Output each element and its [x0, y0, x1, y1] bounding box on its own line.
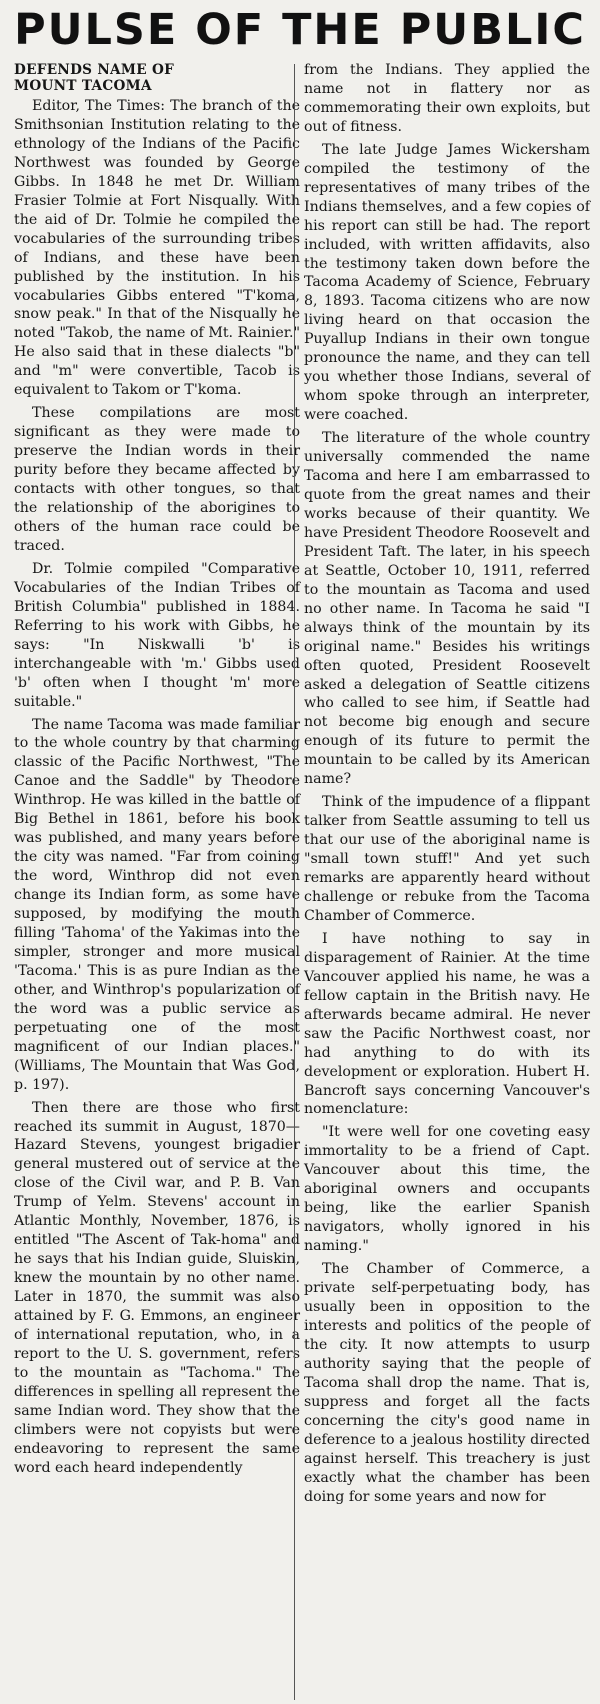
paragraph: I have nothing to say in disparagement of Rainier. At the time Vancouver applied his name, he was a fellow captain in the British navy. He afterwards became admiral. He never saw the Pacific Northwest coast, nor had anything to do with its development or exploration. Hubert H. Bancroft says concerning Vancouver's nomenclature: — [304, 930, 590, 1118]
left-column — [14, 62, 300, 1482]
paragraph-continuation: from the Indians. They applied the name not in flattery nor as commemorating their own exploits, but out of fitness. — [304, 62, 590, 135]
masthead: PULSE OF THE PUBLIC — [14, 5, 586, 55]
paragraph: Dr. Tolmie compiled "Comparative Vocabularies of the Indian Tribes of British Columbia" published in 1884. Referring to his work with Gibbs, he says: "In Niskwalli 'b' is interchangeable with 'm.' Gibbs used 'b' often when I thought 'm' more suitable." — [14, 560, 300, 710]
paragraph: The Chamber of Commerce, a private self-perpetuating body, has usually been in opposition to the interests and politics of the people of the city. It now attempts to usurp authority saying that the people of Tacoma shall drop the name. That is, suppress and forget all the facts concerning the city's good name in deference to a jealous hostility directed against herself. This treachery is just exactly what the chamber has been doing for some years and now for — [304, 1261, 590, 1505]
paragraph: Think of the impudence of a flippant talker from Seattle assuming to tell us that our use of the aboriginal name is "small town stuff!" And yet such remarks are apparently heard without challenge or rebuke from the Tacoma Chamber of Commerce. — [304, 794, 590, 924]
right-column — [304, 61, 590, 1510]
paragraph: Then there are those who first reached its summit in August, 1870—Hazard Stevens, youngest brigadier general mustered out of service at the close of the Civil war, and P. B. Van Trump of Yelm. Stevens' account in Atlantic Monthly, November, 1876, is entitled "The Ascent of Tak-homa" and he says that his Indian guide, Sluiskin, knew the mountain by no other name. Later in 1870, the summit was also attained by F. G. Emmons, an engineer of international reputation, who, in a report to the U. S. government, refers to the mountain as "Tachoma." The differences in spelling all represent the same Indian word. They show that the climbers were not copyists but were endeavoring to represent the same word each heard independently — [14, 1099, 300, 1476]
paragraph: The late Judge James Wickersham compiled the testimony of the representatives of many tribes of the Indians themselves, and a few copies of his report can still be had. The report included, with written affidavits, also the testimony taken down before the Tacoma Academy of Science, February 8, 1893. Tacoma citizens who are now living heard on that occasion the Puyallup Indians in their own tongue pronounce the name, and they can tell you whether those Indians, several of whom spoke through an interpreter, were coached. — [304, 141, 590, 424]
paragraph: Editor, The Times: The branch of the Smithsonian Institution relating to the ethnology of the Indians of the Pacific Northwest was founded by George Gibbs. In 1848 he met Dr. William Frasier Tolmie at Fort Nisqually. With the aid of Dr. Tolmie he compiled the vocabularies of the surrounding tribes of Indians, and these have been published by the institution. In his vocabularies Gibbs entered "T'koma, snow peak." In that of the Nisqually he noted "Takob, the name of Mt. Rainier." He also said that in these dialects "b" and "m" were convertible, Tacob is equivalent to Takom or T'koma. — [14, 98, 300, 399]
headline-line-1: DEFENDS NAME OF — [14, 62, 175, 78]
paragraph: The name Tacoma was made familiar to the whole country by that charming classic of the Pacific Northwest, "The Canoe and the Saddle" by Theodore Winthrop. He was killed in the battle of Big Bethel in 1861, before his book was published, and many years before the city was named. "Far from coining the word, Winthrop did not even change its Indian form, as some have supposed, by modifying the mouth filling 'Tahoma' of the Yakimas into the simpler, stronger and more musical 'Tacoma.' This is as pure Indian as the other, and Winthrop's popularization of the word was a public service as perpetuating one of the most magnificent of our Indian places." (Williams, The Mountain that Was God, p. 197). — [14, 716, 300, 1093]
column-divider — [294, 64, 295, 1700]
article-headline — [14, 62, 300, 94]
headline-line-2: MOUNT TACOMA — [14, 78, 152, 94]
quotation: "It were well for one coveting easy immortality to be a friend of Capt. Vancouver about this time, the aboriginal owners and occupants being, like the earlier Spanish navigators, wholly ignored in his naming." — [304, 1124, 590, 1255]
paragraph: These compilations are most significant as they were made to preserve the Indian words in their purity before they became affected by contacts with other tongues, so that the relationship of the aborigines to others of the human race could be traced. — [14, 405, 300, 554]
paragraph: The literature of the whole country universally commended the name Tacoma and here I am embarrassed to quote from the great names and their works because of their quantity. We have President Theodore Roosevelt and President Taft. The later, in his speech at Seattle, October 10, 1911, referred to the mountain as Tacoma and used no other name. In Tacoma he said "I always think of the mountain by its original name." Besides his writings often quoted, President Roosevelt asked a delegation of Seattle citizens who called to see him, if Seattle had not become big enough and secure enough of its future to permit the mountain to be called by its American name? — [304, 430, 591, 788]
